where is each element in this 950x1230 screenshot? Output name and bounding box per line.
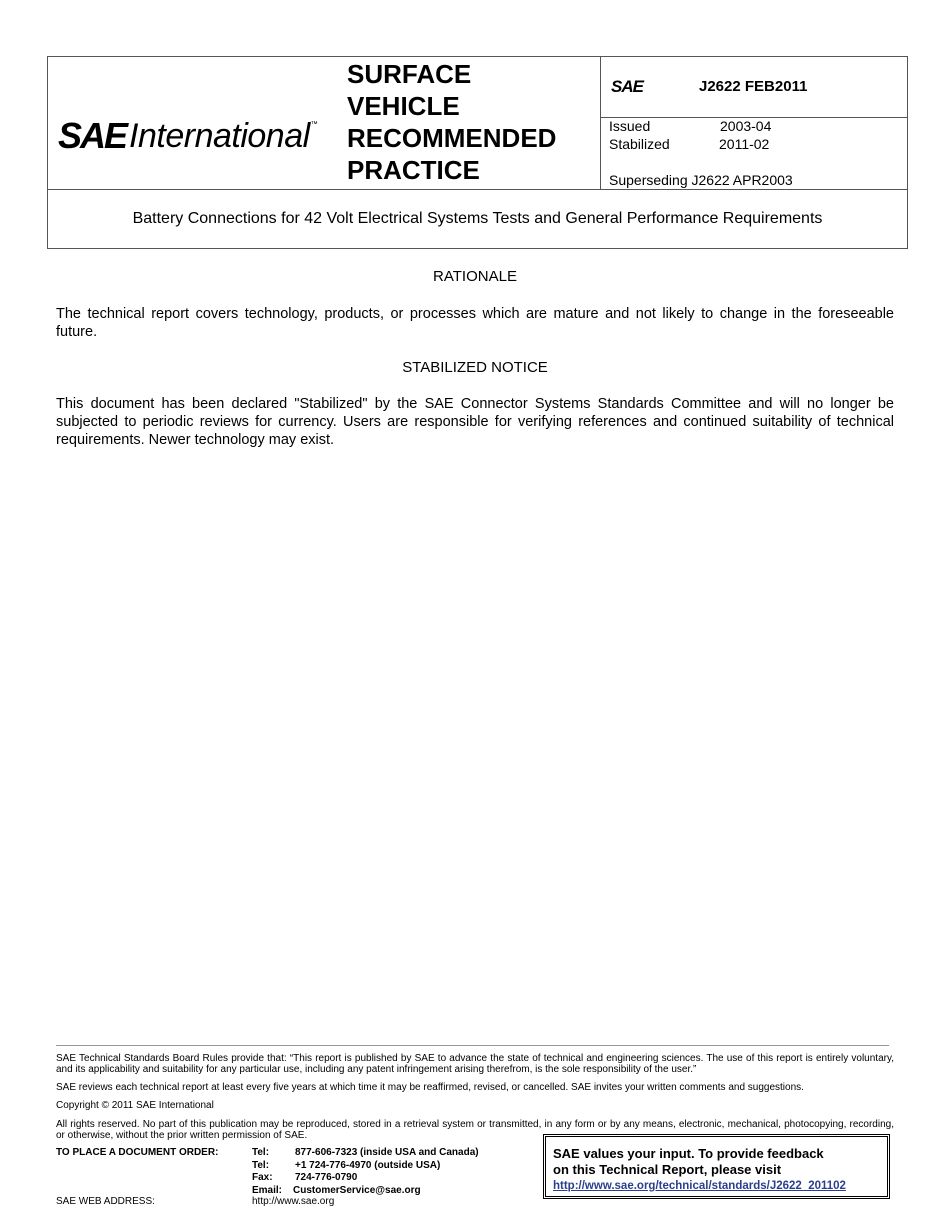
contact-label: Tel: bbox=[252, 1159, 270, 1171]
issued-label: Issued bbox=[609, 118, 651, 134]
feedback-line: SAE values your input. To provide feedback bbox=[553, 1146, 824, 1161]
rights-statement: All rights reserved. No part of this publication may be reproduced, stored in a retrieval system or transmitted, in any form or by any means, electronic, mechanical, photocopying, recording, or otherwise, without the prior written permission of SAE. bbox=[56, 1119, 894, 1141]
contact-email[interactable]: CustomerService@sae.org bbox=[293, 1184, 421, 1196]
sae-international-logo bbox=[58, 115, 318, 156]
rationale-heading: RATIONALE bbox=[433, 268, 517, 285]
feedback-box bbox=[543, 1134, 890, 1199]
logo-trademark: ™ bbox=[310, 121, 318, 128]
superseding: Superseding J2622 APR2003 bbox=[609, 172, 793, 188]
doc-type-line: SURFACE bbox=[347, 59, 472, 89]
doc-type-line: VEHICLE bbox=[347, 91, 460, 121]
issued-value: 2003-04 bbox=[720, 118, 772, 134]
header-divider-vertical bbox=[600, 57, 601, 189]
review-statement: SAE reviews each technical report at least every five years at which time it may be reaffirmed, revised, or cancelled. SAE invites your written comments and suggestions. bbox=[56, 1082, 804, 1093]
contact-label: Fax: bbox=[252, 1172, 273, 1183]
standards-board-rules: SAE Technical Standards Board Rules provide that: “This report is published by SAE to advance the state of technical and engineering sciences. The use of this report is entirely voluntary, and its applicability and suitability for any particular use, including any patent infringement arising therefrom, is the sole responsibility of the user.” bbox=[56, 1053, 894, 1075]
doc-type-line: RECOMMENDED bbox=[347, 123, 557, 153]
order-label: TO PLACE A DOCUMENT ORDER: bbox=[56, 1147, 219, 1158]
logo-international-text: International bbox=[129, 117, 310, 155]
logo-sae-text: SAE bbox=[58, 115, 127, 156]
contact-values bbox=[295, 1147, 479, 1197]
contact-phone[interactable]: 877-606-7323 (inside USA and Canada) bbox=[295, 1147, 479, 1158]
contact-fax: 724-776-0790 bbox=[295, 1172, 358, 1183]
footer-rule bbox=[56, 1045, 889, 1046]
stabilized-label: Stabilized bbox=[609, 136, 670, 152]
doc-type-line: PRACTICE bbox=[347, 155, 480, 185]
contact-labels bbox=[252, 1147, 282, 1197]
copyright: Copyright © 2011 SAE International bbox=[56, 1100, 214, 1111]
document-number: J2622 FEB2011 bbox=[699, 78, 808, 95]
feedback-link[interactable]: http://www.sae.org/technical/standards/J2622_201102 bbox=[553, 1180, 846, 1192]
stabilized-notice-text: This document has been declared "Stabilized" by the SAE Connector Systems Standards Committee and will no longer be subjected to periodic reviews for currency. Users are responsible for verifying references and continued suitability of technical requirements. Newer technology may exist. bbox=[56, 396, 894, 448]
header-divider-horizontal bbox=[48, 189, 907, 190]
document-type bbox=[347, 58, 556, 186]
web-address-label: SAE WEB ADDRESS: bbox=[56, 1196, 155, 1207]
contact-label: Tel: bbox=[252, 1147, 270, 1158]
stabilized-notice-heading: STABILIZED NOTICE bbox=[402, 359, 548, 376]
feedback-line: on this Technical Report, please visit bbox=[553, 1162, 782, 1177]
rationale-text: The technical report covers technology, products, or processes which are mature and not likely to change in the foreseeable future. bbox=[56, 306, 894, 340]
sae-mini-logo: SAE bbox=[611, 77, 643, 96]
contact-label: Email: bbox=[252, 1184, 283, 1196]
contact-phone[interactable]: +1 724-776-4970 (outside USA) bbox=[295, 1159, 441, 1171]
document-title: Battery Connections for 42 Volt Electrical Systems Tests and General Performance Requirements bbox=[132, 210, 823, 227]
web-address-link[interactable]: http://www.sae.org bbox=[252, 1196, 335, 1207]
stabilized-value: 2011-02 bbox=[719, 136, 770, 152]
